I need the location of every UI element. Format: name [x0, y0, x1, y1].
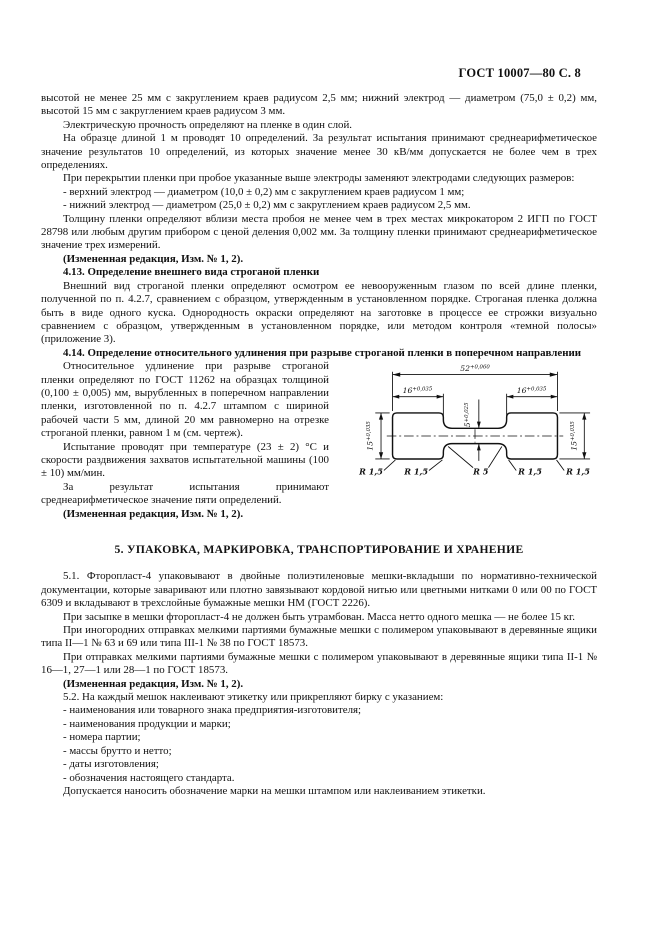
- list-item: - номера партии;: [63, 731, 141, 744]
- radius-label-4: R 1,5: [518, 466, 542, 477]
- radius-label-3: R 5: [473, 466, 489, 477]
- paragraph: При иногородних отправках мелкими партиями бумажные мешки с полимером упаковывают в деревянные ящики типа II—1 № 63 и 69 или типа III-1 № 38 по ГОСТ 18573.: [41, 624, 597, 650]
- dim-overall-label: $52^{+0,060}$: [460, 363, 490, 373]
- paragraph: 5.1. Фторопласт-4 упаковывают в двойные полиэтиленовые мешки-вкладыши по нормативно-технической документации, которые заваривают или плотно завязывают кордовой нитью или цветными нитками 0 или 00 по ГОСТ 6309 и вкладывают в трехслойные бумажные мешки НМ (ГОСТ 2226).: [41, 570, 597, 610]
- list-item: - массы брутто и нетто;: [63, 744, 172, 757]
- dim-right-height: [570, 413, 587, 459]
- dim-right-width-label: $16^{+0,035}$: [516, 385, 547, 395]
- dim-right-height-label: $15^{+0,035}$: [569, 421, 579, 451]
- page-header: ГОСТ 10007—80 С. 8: [458, 66, 581, 80]
- paragraph: При отправках мелкими партиями бумажные мешки с полимером упаковывают в деревянные ящики типа II-1 № 16—1, 27—1 или 28—1 по ГОСТ 18573.: [41, 650, 597, 677]
- dim-left-height: [365, 413, 383, 459]
- paragraph: На образце длиной 1 м проводят 10 определений. За результат испытания принимают среднеарифметическое значение результатов 10 определений, из которых значение менее 30 кВ/мм допускается не более чем в трех определениях.: [41, 132, 597, 172]
- specimen-drawing: [335, 362, 615, 485]
- paragraph: Внешний вид строганой пленки определяют осмотром ее невооруженным глазом по всей длине пленки, полученной по п. 4.2.7, сравнением с образцом, утвержденным в установленном порядке. Строганая пленка должна быть в виде одного куска. Однородность окраски определяют на заготовке в процессе ее строжки визуально сравнением с образцом, утвержденным в установленном порядке, или методом контроля «темной полосы» (приложение 3).: [41, 279, 597, 346]
- section-5-heading: 5. УПАКОВКА, МАРКИРОВКА, ТРАНСПОРТИРОВАНИЕ И ХРАНЕНИЕ: [114, 543, 524, 556]
- list-item: - наименования продукции и марки;: [63, 717, 231, 730]
- dim-neck-width: [463, 400, 481, 461]
- dim-neck-width-label: $5^{+0,025}$: [463, 402, 473, 428]
- paragraph: При засыпке в мешки фторопласт-4 не должен быть утрамбован. Масса нетто одного мешка — не более 15 кг.: [63, 610, 575, 623]
- radius-label-1: R 1,5: [359, 466, 383, 477]
- section-4-14-body: [41, 360, 597, 521]
- amendment-note: (Измененная редакция, Изм. № 1, 2).: [63, 507, 244, 520]
- amendment-note: (Измененная редакция, Изм. № 1, 2).: [63, 677, 244, 690]
- radius-label-5: R 1,5: [566, 466, 590, 477]
- radius-label-2: R 1,5: [404, 466, 429, 477]
- paragraph: Толщину пленки определяют вблизи места пробоя не менее чем в трех местах микрокатором 2 ИГП по ГОСТ 28798 или любым другим прибором с ценой деления 0,002 мм. За толщину пленки принимают среднеарифметическое значение трех измерений.: [41, 212, 597, 252]
- paragraph: При перекрытии пленки при пробое указанные выше электроды заменяют электродами следующих размеров:: [63, 172, 575, 185]
- paragraph: 5.2. На каждый мешок наклеивают этикетку или прикрепляют бирку с указанием:: [63, 691, 444, 704]
- document-body: [41, 92, 597, 798]
- list-item: - верхний электрод — диаметром (10,0 ± 0,2) мм с закруглением краев радиусом 1 мм;: [63, 185, 465, 198]
- amendment-note: (Измененная редакция, Изм. № 1, 2).: [63, 252, 244, 265]
- dim-left-height-label: $15^{+0,035}$: [365, 421, 375, 451]
- list-item: - наименования или товарного знака предприятия-изготовителя;: [63, 704, 362, 717]
- dim-overall: [393, 364, 558, 377]
- list-item: - обозначения настоящего стандарта.: [63, 771, 235, 784]
- paragraph: Электрическую прочность определяют на пленке в один слой.: [63, 118, 352, 131]
- section-4-14-heading: 4.14. Определение относительного удлинения при разрыве строганой пленки в поперечном направлении: [63, 346, 582, 359]
- paragraph: Относительное удлинение при разрыве строганой пленки определяют по ГОСТ 11262 на образцах толщиной (0,100 ± 0,005) мм, вырубленных в поперечном направлении пленки, изготовленной по п. 4.2.7 штампом с шириной рабочей части 5 мм, длиной 20 мм равномерно на отрезке строганой пленки, равном 1 м (см. чертеж).: [41, 360, 329, 440]
- paragraph: Допускается наносить обозначение марки на мешки штампом или наклеиванием этикетки.: [63, 784, 486, 797]
- section-4-13-heading: 4.13. Определение внешнего вида строганой пленки: [63, 266, 320, 279]
- list-item: - нижний электрод — диаметром (25,0 ± 0,2) мм с закруглением краев радиусом 2,5 мм.: [63, 199, 471, 212]
- paragraph: За результат испытания принимают среднеарифметическое значение пяти определений.: [41, 480, 329, 507]
- dim-right-width: [507, 386, 558, 399]
- paragraph: Испытание проводят при температуре (23 ± 2) °С и скорости раздвижения захватов испытательной машины (100 ± 10) мм/мин.: [41, 440, 329, 480]
- list-item: - даты изготовления;: [63, 758, 159, 771]
- paragraph-continuation: высотой не менее 25 мм с закруглением краев радиусом 2,5 мм; нижний электрод — диаметром (75,0 ± 0,2) мм, высотой 15 мм с закруглением краев радиусом 3 мм.: [41, 92, 597, 118]
- dim-left-width-label: $16^{+0,035}$: [402, 385, 433, 395]
- dim-left-width: [393, 386, 444, 399]
